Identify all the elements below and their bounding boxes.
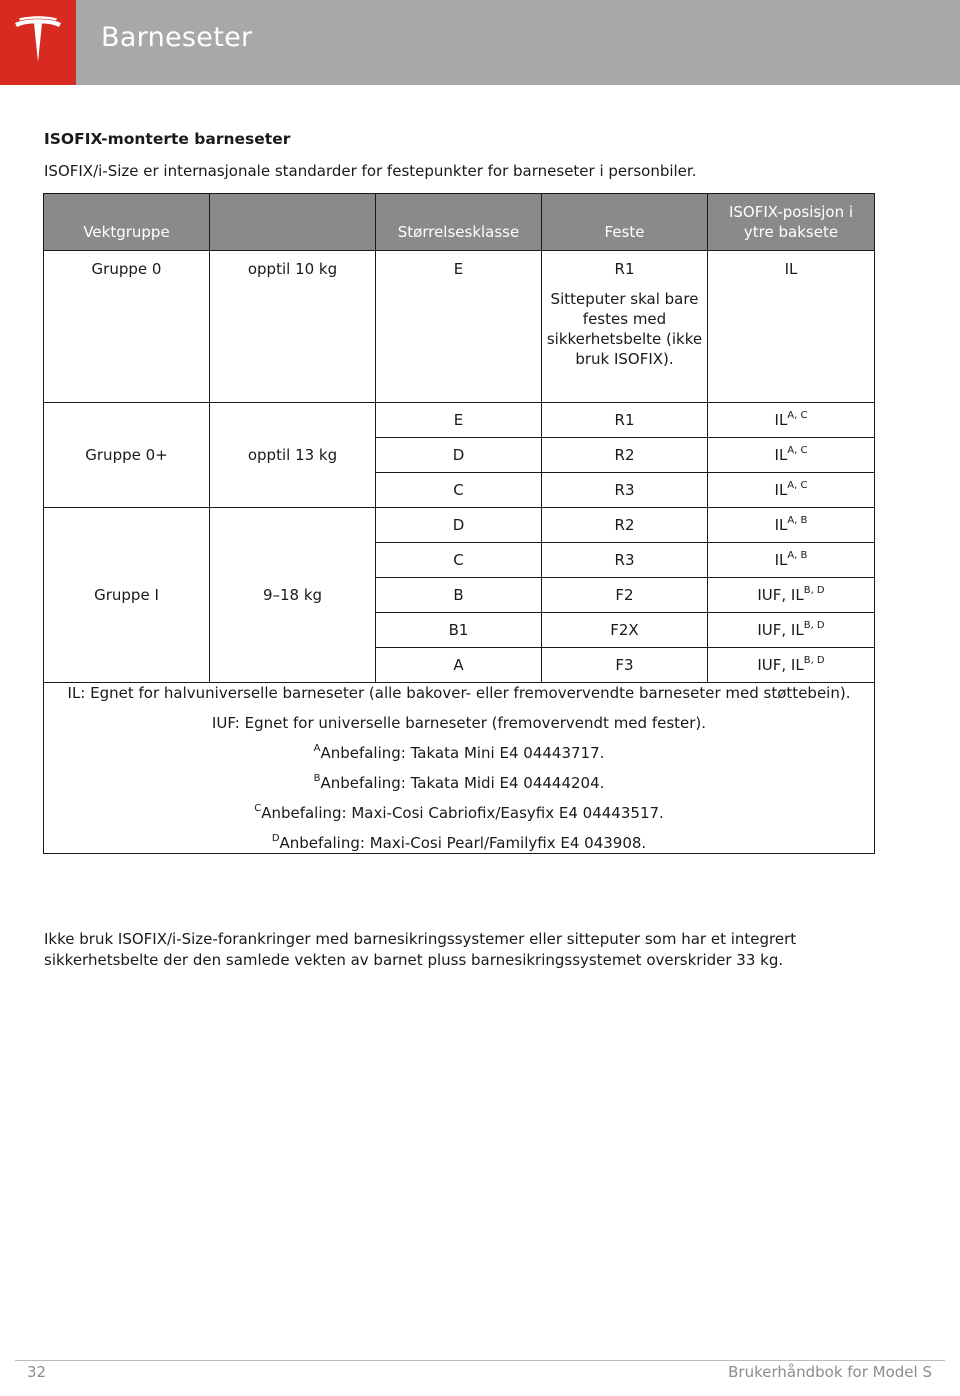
position-cell: IL	[708, 251, 875, 403]
size-cell: B	[376, 578, 542, 613]
position-value: IL	[774, 481, 788, 499]
position-value: IL	[774, 411, 788, 429]
position-cell	[708, 648, 875, 683]
closing-paragraph: Ikke bruk ISOFIX/i-Size-forankringer med barnesikringssystemer eller sitteputer som har et integrert sikkerhetsbelte der den samlede vekten av barnet pluss barnesikringssystemet overskrider 33 kg.	[44, 930, 797, 969]
position-value: IUF, IL	[757, 586, 804, 604]
col-header-weight-range	[210, 194, 376, 251]
weight-cell: opptil 10 kg	[210, 251, 376, 403]
position-value: IUF, IL	[757, 621, 804, 639]
table-row	[44, 403, 875, 438]
intro-text: ISOFIX/i-Size er internasjonale standarder for festepunkter for barneseter i personbiler.	[44, 162, 697, 180]
weight-cell: opptil 13 kg	[210, 403, 376, 508]
fixture-value: R1	[614, 260, 635, 278]
manual-title: Brukerhåndbok for Model S	[728, 1363, 932, 1381]
position-cell	[708, 613, 875, 648]
footnote-mark: C	[254, 803, 262, 814]
size-cell: D	[376, 438, 542, 473]
fixture-cell	[542, 251, 708, 403]
note-d	[48, 833, 870, 853]
note-iuf: IUF: Egnet for universelle barneseter (fremovervendt med fester).	[211, 714, 707, 732]
note-text: Anbefaling: Maxi-Cosi Cabriofix/Easyfix E4 04443517.	[261, 804, 664, 822]
table-row	[44, 508, 875, 543]
footnote-ref: B, D	[803, 585, 825, 596]
note-text: Anbefaling: Takata Mini E4 04443717.	[320, 744, 605, 762]
position-value: IL	[774, 551, 788, 569]
footnote-ref: A, C	[787, 480, 808, 491]
group-cell: Gruppe I	[44, 508, 210, 683]
fixture-cell: R2	[542, 438, 708, 473]
fixture-cell: R1	[542, 403, 708, 438]
note-c	[48, 803, 870, 823]
fixture-cell: F2	[542, 578, 708, 613]
fixture-cell: R2	[542, 508, 708, 543]
col-header-isofix-position: ISOFIX-posisjon i ytre baksete	[708, 194, 875, 251]
position-value: IL	[774, 446, 788, 464]
note-b	[48, 773, 870, 793]
position-value: IUF, IL	[757, 656, 804, 674]
size-cell: C	[376, 473, 542, 508]
footnote-ref: A, B	[787, 515, 808, 526]
position-cell	[708, 438, 875, 473]
fixture-note: Sitteputer skal bare festes med sikkerhetsbelte (ikke bruk ISOFIX).	[546, 290, 703, 368]
footnote-mark: D	[271, 833, 280, 844]
page-number: 32	[27, 1363, 47, 1381]
note-il: IL: Egnet for halvuniverselle barneseter (alle bakover- eller fremovervendte barneseter med støttebein).	[67, 684, 851, 702]
size-cell: C	[376, 543, 542, 578]
section-title: ISOFIX-monterte barneseter	[44, 130, 291, 148]
position-cell	[708, 578, 875, 613]
col-header-size-class: Størrelsesklasse	[376, 194, 542, 251]
footnote-ref: B, D	[803, 655, 825, 666]
footer-divider	[15, 1360, 945, 1361]
size-cell: B1	[376, 613, 542, 648]
page-title: Barneseter	[101, 22, 253, 53]
table-notes	[44, 683, 875, 854]
fixture-cell: R3	[542, 543, 708, 578]
position-cell	[708, 403, 875, 438]
footnote-mark: A	[313, 743, 321, 754]
table-notes-row	[44, 683, 875, 854]
footnote-ref: A, B	[787, 550, 808, 561]
size-cell: A	[376, 648, 542, 683]
col-header-weight-group: Vektgruppe	[44, 194, 210, 251]
fixture-cell: F2X	[542, 613, 708, 648]
group-cell: Gruppe 0+	[44, 403, 210, 508]
isofix-table	[43, 193, 875, 854]
position-cell	[708, 508, 875, 543]
weight-cell: 9–18 kg	[210, 508, 376, 683]
page-header	[0, 0, 960, 85]
footnote-ref: A, C	[787, 445, 808, 456]
brand-logo	[0, 0, 76, 85]
table-row	[44, 251, 875, 403]
tesla-logo-icon	[13, 16, 63, 68]
position-value: IL	[774, 516, 788, 534]
fixture-cell: F3	[542, 648, 708, 683]
position-cell	[708, 473, 875, 508]
note-a	[48, 743, 870, 763]
footnote-mark: B	[313, 773, 321, 784]
footnote-ref: B, D	[803, 620, 825, 631]
table-header-row	[44, 194, 875, 251]
size-cell: E	[376, 403, 542, 438]
position-cell	[708, 543, 875, 578]
note-text: Anbefaling: Maxi-Cosi Pearl/Familyfix E4 043908.	[279, 834, 647, 852]
col-header-fixture: Feste	[542, 194, 708, 251]
fixture-cell: R3	[542, 473, 708, 508]
size-cell: D	[376, 508, 542, 543]
note-text: Anbefaling: Takata Midi E4 04444204.	[320, 774, 605, 792]
size-cell: E	[376, 251, 542, 403]
footnote-ref: A, C	[787, 410, 808, 421]
group-cell: Gruppe 0	[44, 251, 210, 403]
